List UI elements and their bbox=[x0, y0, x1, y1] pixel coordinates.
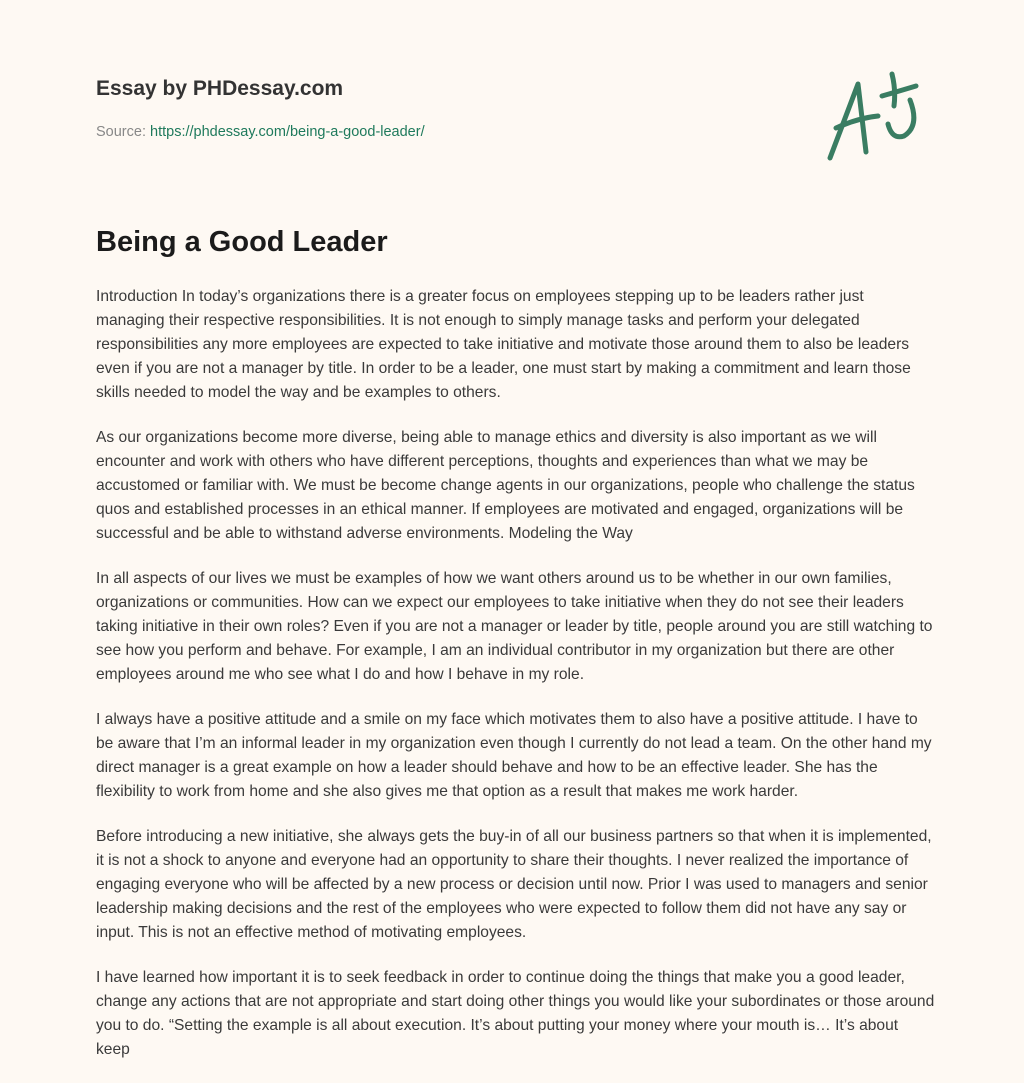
paragraph: Before introducing a new initiative, she always gets the buy-in of all our business partners so that when it is implemented, it is not a shock to anyone and everyone had an opportunity to share their thoughts. I never realized the importance of engaging everyone who will be affected by a new process or decision until now. Prior I was used to managers and senior leadership making decisions and the rest of the employees who were expected to follow them did not have any say or input. This is not an effective method of motivating employees. bbox=[96, 828, 932, 941]
site-brand: Essay by PHDessay.com bbox=[96, 77, 344, 100]
essay-title: Being a Good Leader bbox=[96, 226, 388, 258]
source-label: Source: bbox=[96, 124, 146, 140]
source-link[interactable]: https://phdessay.com/being-a-good-leader/ bbox=[150, 124, 425, 140]
a-plus-logo-icon bbox=[820, 66, 930, 166]
paragraph: I have learned how important it is to seek feedback in order to continue doing the things that make you a good leader, change any actions that are not appropriate and start doing other things you would like your subordinates or those around you to do. “Setting the example is all about execution. It’s about putting your money where your mouth is… It’s about keep bbox=[96, 969, 935, 1058]
paragraph: I always have a positive attitude and a smile on my face which motivates them to also have a positive attitude. I have to be aware that I’m an informal leader in my organization even though I currently do not lead a team. On the other hand my direct manager is a great example on how a leader should behave and how to be an effective leader. She has the flexibility to work from home and she also gives me that option as a result that makes me work harder. bbox=[96, 711, 932, 800]
paragraph: As our organizations become more diverse, being able to manage ethics and diversity is also important as we will encounter and work with others who have different perceptions, thoughts and experiences than what we may be accustomed or familiar with. We must be become change agents in our organizations, people who challenge the status quos and established processes in an ethical manner. If employees are motivated and engaged, organizations will be successful and be able to withstand adverse environments. Modeling the Way bbox=[96, 429, 915, 542]
source-line bbox=[96, 124, 425, 140]
essay-body bbox=[96, 285, 936, 1083]
paragraph: In all aspects of our lives we must be examples of how we want others around us to be whether in our own families, organizations or communities. How can we expect our employees to take initiative when they do not see their leaders taking initiative in their own roles? Even if you are not a manager or leader by title, people around you are still watching to see how you perform and behave. For example, I am an individual contributor in my organization but there are other employees around me who see what I do and how I behave in my role. bbox=[96, 570, 933, 683]
paragraph: Introduction In today’s organizations there is a greater focus on employees stepping up to be leaders rather just managing their respective responsibilities. It is not enough to simply manage tasks and perform your delegated responsibilities any more employees are expected to take initiative and motivate those around them to also be leaders even if you are not a manager by title. In order to be a leader, one must start by making a commitment and learn those skills needed to model the way and be examples to others. bbox=[96, 288, 911, 401]
